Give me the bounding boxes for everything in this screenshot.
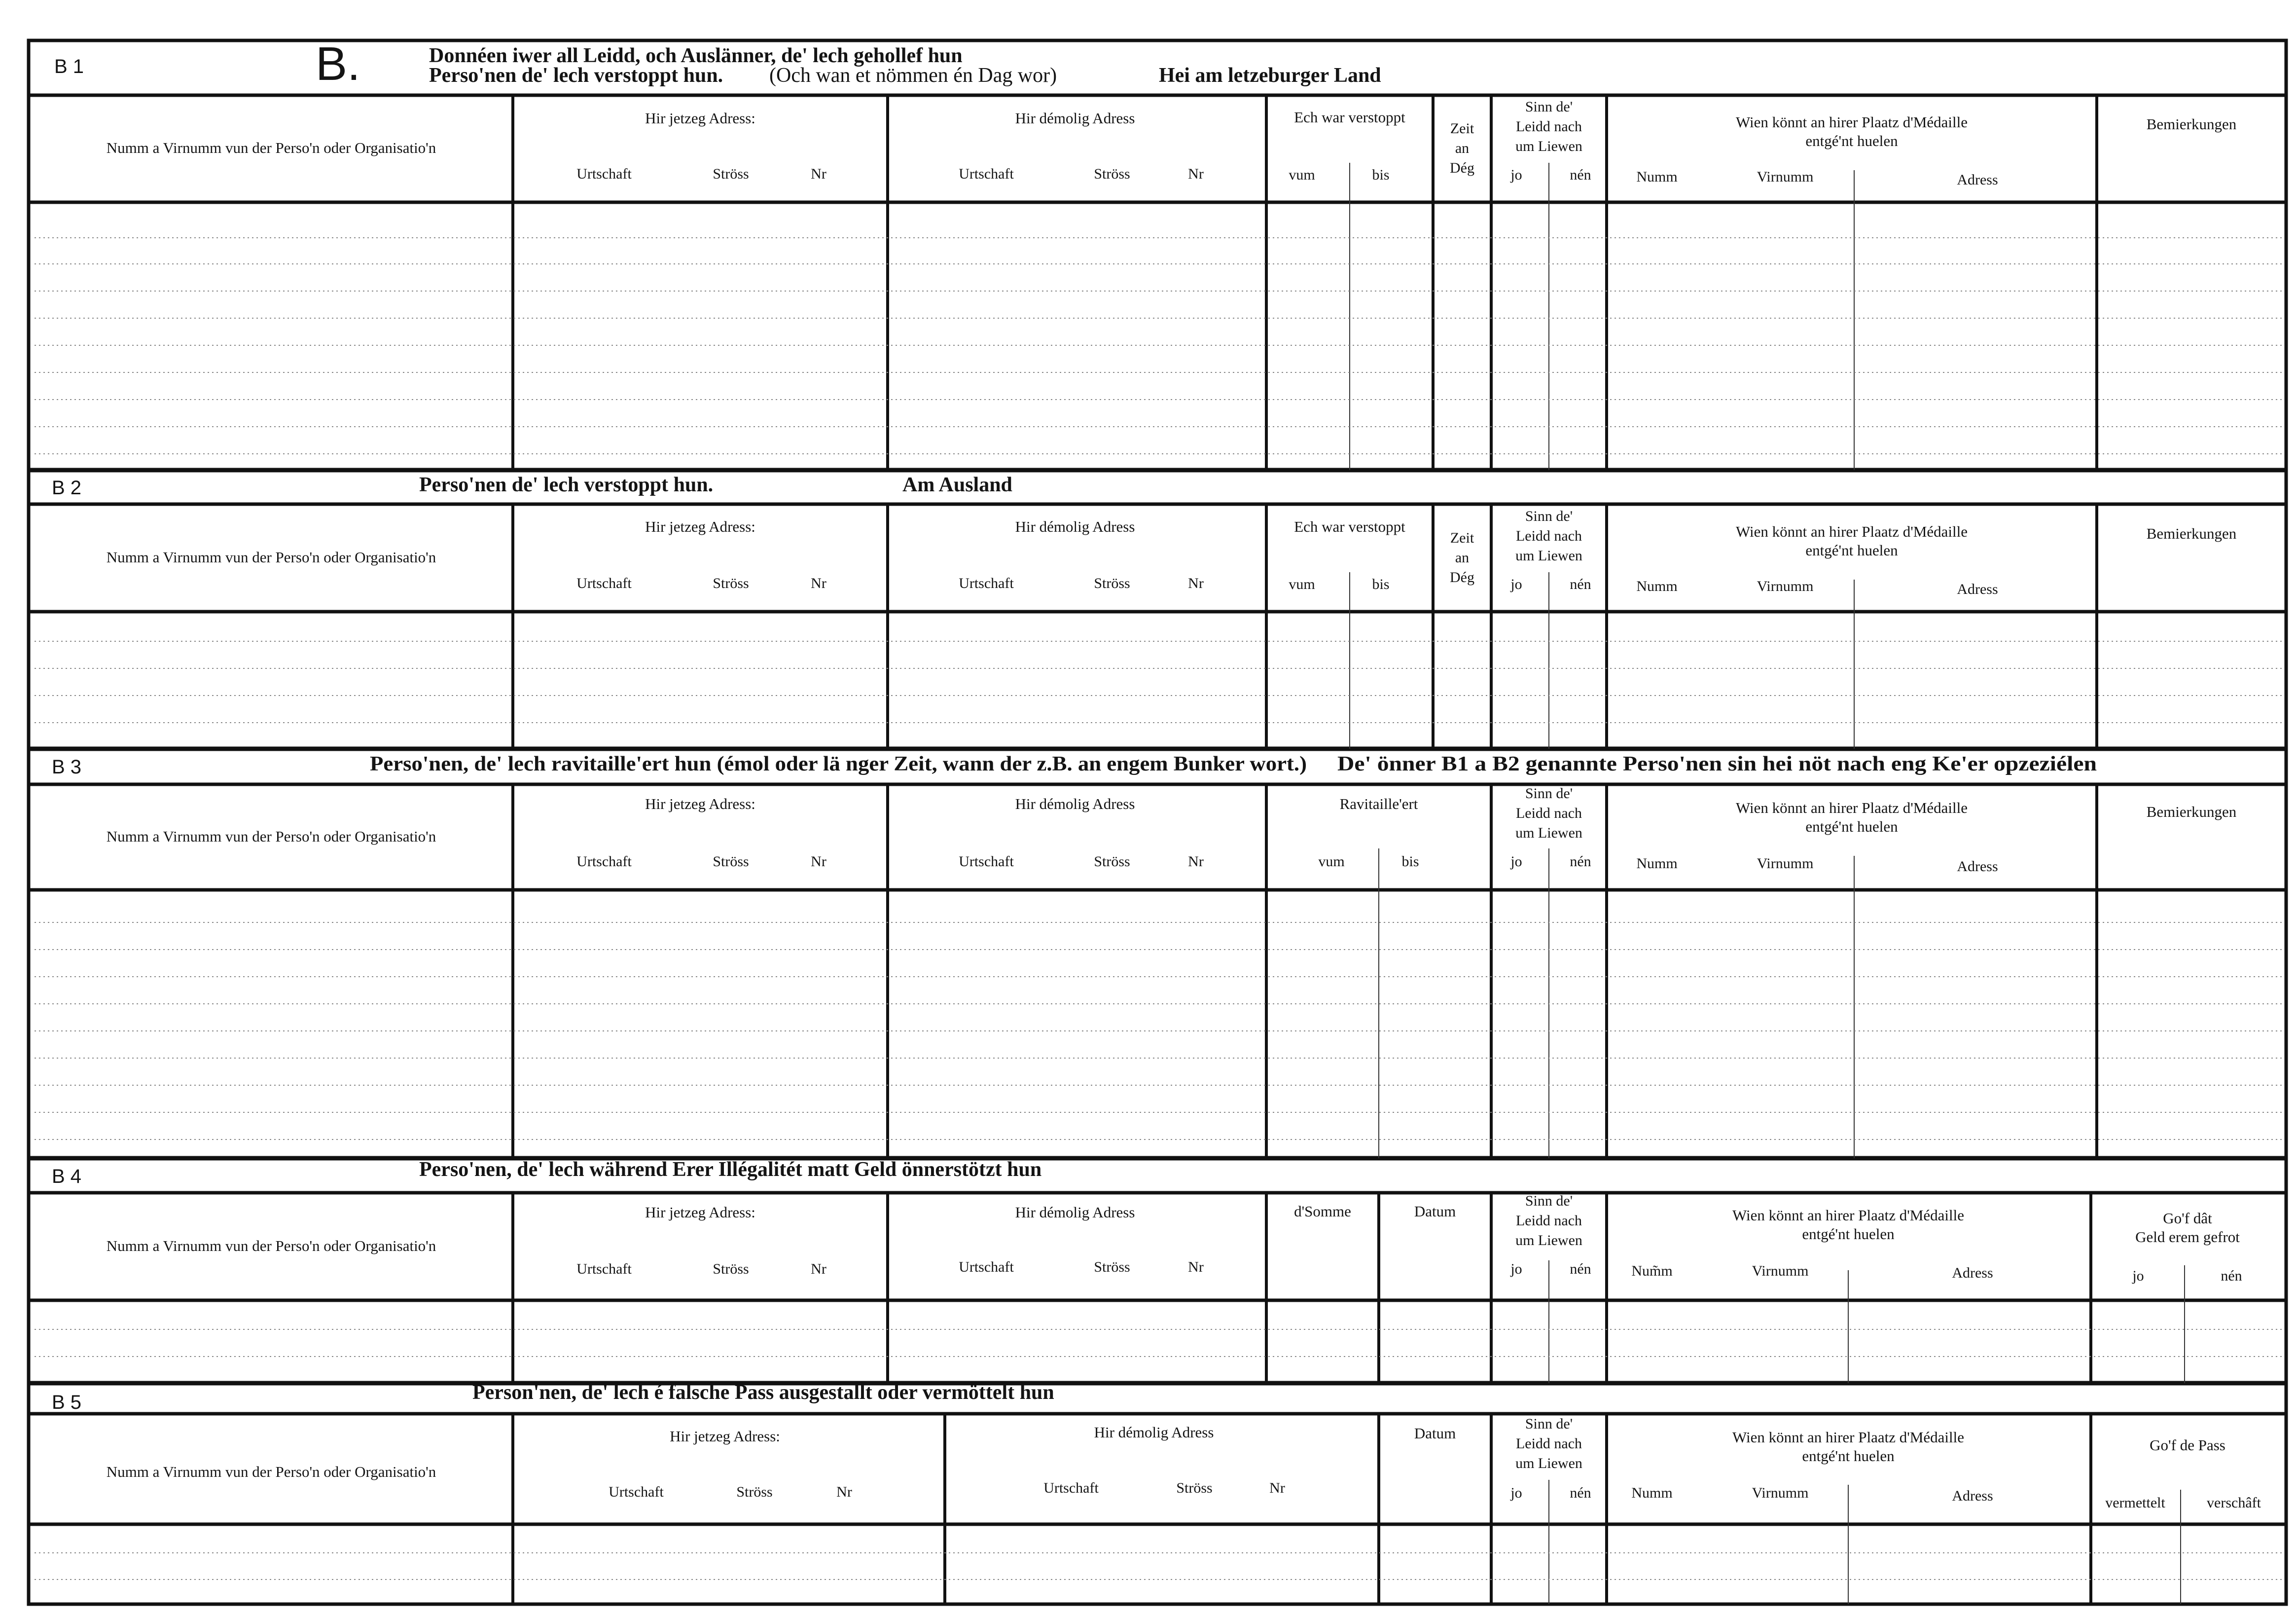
sub-firstname-label: Virnumm <box>1752 1485 1809 1501</box>
col-alive-label-3: um Liewen <box>1515 825 1582 841</box>
col-former-address-label: Hir démolig Adress <box>1015 110 1135 127</box>
col-supplied-label: Ravitaille'ert <box>1339 795 1418 812</box>
col-alive-label-2: Leidd nach <box>1515 805 1582 821</box>
sub-address-label: Adress <box>1952 1265 1993 1281</box>
col-remarks-label: Bemierkungen <box>2146 525 2237 542</box>
sub-money-no-label: nén <box>2221 1268 2242 1284</box>
col-alive-label-1: Sinn de' <box>1525 1193 1573 1209</box>
sub-from-label: vum <box>1289 167 1315 183</box>
section-code: B 1 <box>54 56 84 77</box>
col-former-address-label: Hir démolig Adress <box>1015 1204 1135 1221</box>
col-days-label-2: an <box>1455 140 1470 156</box>
sub-number-label: Nr <box>1188 575 1204 591</box>
col-medal-label-1: Wien könnt an hirer Plaatz d'Médaille <box>1735 113 1968 131</box>
sub-place-label: Urtschaft <box>576 575 632 591</box>
sub-place-label: Urtschaft <box>576 1261 632 1277</box>
sub-place-label: Urtschaft <box>959 1259 1014 1275</box>
col-name-label: Numm a Virnumm vun der Perso'n oder Organisatio'n <box>106 139 436 156</box>
sub-yes-label: jo <box>1510 853 1522 870</box>
section-title-line1: Donnéen iwer all Leidd, och Auslänner, de' lech gehollef hun <box>429 44 963 67</box>
sub-street-label: Ströss <box>713 166 749 182</box>
sub-firstname-label: Virnumm <box>1757 855 1814 872</box>
col-days-label-1: Zeit <box>1450 120 1474 137</box>
col-current-address-label: Hir jetzeg Adress: <box>645 795 755 812</box>
sub-yes-label: jo <box>1510 576 1522 592</box>
col-medal-label-1: Wien könnt an hirer Plaatz d'Médaille <box>1732 1429 1965 1446</box>
col-name-label: Numm a Virnumm vun der Perso'n oder Organisatio'n <box>106 1237 436 1254</box>
sub-to-label: bis <box>1372 167 1390 183</box>
col-name-label: Numm a Virnumm vun der Perso'n oder Organisatio'n <box>106 828 436 845</box>
col-alive-label-1: Sinn de' <box>1525 508 1573 524</box>
col-medal-label-2: entgé'nt huelen <box>1805 542 1898 559</box>
sub-surname-label: Numm <box>1636 855 1678 872</box>
sub-number-label: Nr <box>1188 1259 1204 1275</box>
col-current-address-label: Hir jetzeg Adress: <box>670 1428 780 1445</box>
sub-place-label: Urtschaft <box>609 1484 664 1500</box>
col-remarks-label: Bemierkungen <box>2146 803 2237 820</box>
col-current-address-label: Hir jetzeg Adress: <box>645 1204 755 1221</box>
section-location: Am Ausland <box>902 474 1012 496</box>
sub-money-yes-label: jo <box>2132 1268 2144 1284</box>
col-alive-label-1: Sinn de' <box>1525 1416 1573 1432</box>
sub-no-label: nén <box>1570 1261 1591 1277</box>
sub-surname-label: Num̃m <box>1631 1263 1673 1279</box>
sub-number-label: Nr <box>1269 1480 1285 1496</box>
col-alive-label-3: um Liewen <box>1515 548 1582 564</box>
sub-dividers <box>1350 163 1854 470</box>
col-alive-label-2: Leidd nach <box>1515 118 1582 135</box>
sub-no-label: nén <box>1570 576 1591 592</box>
col-alive-label-3: um Liewen <box>1515 1455 1582 1471</box>
sub-street-label: Ströss <box>1094 575 1130 591</box>
column-dividers <box>513 95 2097 470</box>
sub-pass-mediated-label: vermettelt <box>2105 1495 2165 1511</box>
sub-pass-issued-label: verschâft <box>2207 1495 2261 1511</box>
col-money-label-1: Go'f dât <box>2163 1210 2212 1227</box>
sub-surname-label: Numm <box>1631 1485 1673 1501</box>
column-dividers <box>513 784 2097 1158</box>
sub-surname-label: Numm <box>1636 578 1678 594</box>
col-date-label: Datum <box>1414 1425 1456 1442</box>
section-code: B 3 <box>52 756 82 778</box>
sub-street-label: Ströss <box>736 1484 773 1500</box>
col-days-label-3: Dég <box>1450 569 1474 586</box>
col-date-label: Datum <box>1414 1203 1456 1220</box>
sub-street-label: Ströss <box>1094 1259 1130 1275</box>
col-alive-label-2: Leidd nach <box>1515 1435 1582 1452</box>
section-b5 <box>29 1381 2286 1604</box>
sub-yes-label: jo <box>1510 167 1522 183</box>
section-title: Person'nen, de' lech é falsche Pass ausgestallt oder vermöttelt hun <box>472 1381 1054 1404</box>
sub-to-label: bis <box>1372 576 1390 592</box>
col-pass-label: Go'f de Pass <box>2150 1436 2225 1454</box>
section-code: B 4 <box>52 1166 82 1187</box>
sub-firstname-label: Virnumm <box>1757 578 1814 594</box>
sub-street-label: Ströss <box>1176 1480 1213 1496</box>
col-days-label-3: Dég <box>1450 160 1474 176</box>
col-alive-label-3: um Liewen <box>1515 1232 1582 1248</box>
sub-firstname-label: Virnumm <box>1757 169 1814 185</box>
section-b2 <box>29 474 2286 749</box>
sub-number-label: Nr <box>811 853 826 870</box>
form-letter: B. <box>316 37 360 90</box>
sub-number-label: Nr <box>811 166 826 182</box>
col-money-label-2: Geld erem gefrot <box>2135 1228 2240 1246</box>
col-former-address-label: Hir démolig Adress <box>1015 795 1135 812</box>
section-title: Perso'nen, de' lech während Erer Illégalitét matt Geld önnerstötzt hun <box>419 1158 1042 1181</box>
sub-from-label: vum <box>1289 576 1315 592</box>
sub-no-label: nén <box>1570 853 1591 870</box>
section-code: B 2 <box>52 477 82 499</box>
col-days-label-1: Zeit <box>1450 530 1474 546</box>
section-location: Hei am letzeburger Land <box>1159 64 1381 87</box>
sub-number-label: Nr <box>1188 166 1204 182</box>
col-medal-label-2: entgé'nt huelen <box>1805 132 1898 149</box>
sub-place-label: Urtschaft <box>959 166 1014 182</box>
col-hidden-label: Ech war verstoppt <box>1294 518 1405 535</box>
sub-firstname-label: Virnumm <box>1752 1263 1809 1279</box>
section-title-paren: (Och wan et nömmen én Dag wor) <box>769 64 1057 87</box>
sub-surname-label: Numm <box>1636 169 1678 185</box>
col-remarks-label: Bemierkungen <box>2146 115 2237 133</box>
sub-number-label: Nr <box>1188 853 1204 870</box>
section-title: Perso'nen de' lech verstoppt hun. <box>419 474 714 496</box>
section-title: Perso'nen, de' lech ravitaille'ert hun (émol oder lä nger Zeit, wann der z.B. an engem Bunker wort.) <box>370 753 1307 775</box>
col-hidden-label: Ech war verstoppt <box>1294 109 1405 126</box>
sub-street-label: Ströss <box>1094 166 1130 182</box>
writing-lines <box>35 1329 2283 1357</box>
sub-place-label: Urtschaft <box>576 166 632 182</box>
col-alive-label-3: um Liewen <box>1515 138 1582 154</box>
col-current-address-label: Hir jetzeg Adress: <box>645 110 755 127</box>
col-name-label: Numm a Virnumm vun der Perso'n oder Organisatio'n <box>106 549 436 566</box>
outer-border <box>29 40 2286 1604</box>
col-name-label: Numm a Virnumm vun der Perso'n oder Organisatio'n <box>106 1463 436 1480</box>
sub-no-label: nén <box>1570 1485 1591 1501</box>
sub-street-label: Ströss <box>713 853 749 870</box>
sub-from-label: vum <box>1318 853 1345 870</box>
sub-address-label: Adress <box>1957 581 1998 597</box>
col-alive-label-1: Sinn de' <box>1525 99 1573 115</box>
col-medal-label-1: Wien könnt an hirer Plaatz d'Médaille <box>1735 799 1968 816</box>
writing-lines <box>35 1553 2283 1579</box>
section-b4 <box>29 1158 2286 1383</box>
sub-address-label: Adress <box>1952 1488 1993 1504</box>
sub-street-label: Ströss <box>1094 853 1130 870</box>
col-medal-label-1: Wien könnt an hirer Plaatz d'Médaille <box>1735 523 1968 540</box>
sub-place-label: Urtschaft <box>576 853 632 870</box>
col-medal-label-2: entgé'nt huelen <box>1805 818 1898 835</box>
sub-address-label: Adress <box>1957 172 1998 188</box>
col-alive-label-2: Leidd nach <box>1515 1212 1582 1229</box>
sub-yes-label: jo <box>1510 1485 1522 1501</box>
sub-no-label: nén <box>1570 167 1591 183</box>
col-alive-label-1: Sinn de' <box>1525 785 1573 802</box>
sub-address-label: Adress <box>1957 858 1998 875</box>
writing-lines <box>35 641 2283 723</box>
section-b3 <box>29 753 2286 1158</box>
col-alive-label-2: Leidd nach <box>1515 528 1582 544</box>
col-former-address-label: Hir démolig Adress <box>1015 518 1135 535</box>
sub-number-label: Nr <box>836 1484 852 1500</box>
sub-dividers <box>1379 848 1854 1158</box>
sub-place-label: Urtschaft <box>1043 1480 1099 1496</box>
sub-place-label: Urtschaft <box>959 575 1014 591</box>
writing-lines <box>35 922 2283 1139</box>
sub-place-label: Urtschaft <box>959 853 1014 870</box>
sub-yes-label: jo <box>1510 1261 1522 1277</box>
column-dividers <box>513 504 2097 749</box>
col-former-address-label: Hir démolig Adress <box>1094 1424 1214 1441</box>
section-b1 <box>29 37 2286 470</box>
writing-lines <box>35 238 2283 454</box>
sub-to-label: bis <box>1401 853 1419 870</box>
sub-street-label: Ströss <box>713 575 749 591</box>
col-medal-label-2: entgé'nt huelen <box>1802 1225 1895 1243</box>
col-sum-label: d'Somme <box>1294 1203 1351 1220</box>
col-medal-label-1: Wien könnt an hirer Plaatz d'Médaille <box>1732 1207 1965 1224</box>
section-note: De' önner B1 a B2 genannte Perso'nen sin hei nöt nach eng Ke'er opzeziélen <box>1337 753 2097 775</box>
col-medal-label-2: entgé'nt huelen <box>1802 1447 1895 1465</box>
section-title-line2: Perso'nen de' lech verstoppt hun. <box>429 64 723 87</box>
sub-number-label: Nr <box>811 575 826 591</box>
sub-number-label: Nr <box>811 1261 826 1277</box>
col-days-label-2: an <box>1455 550 1470 566</box>
col-current-address-label: Hir jetzeg Adress: <box>645 518 755 535</box>
sub-street-label: Ströss <box>713 1261 749 1277</box>
section-code: B 5 <box>52 1392 82 1413</box>
